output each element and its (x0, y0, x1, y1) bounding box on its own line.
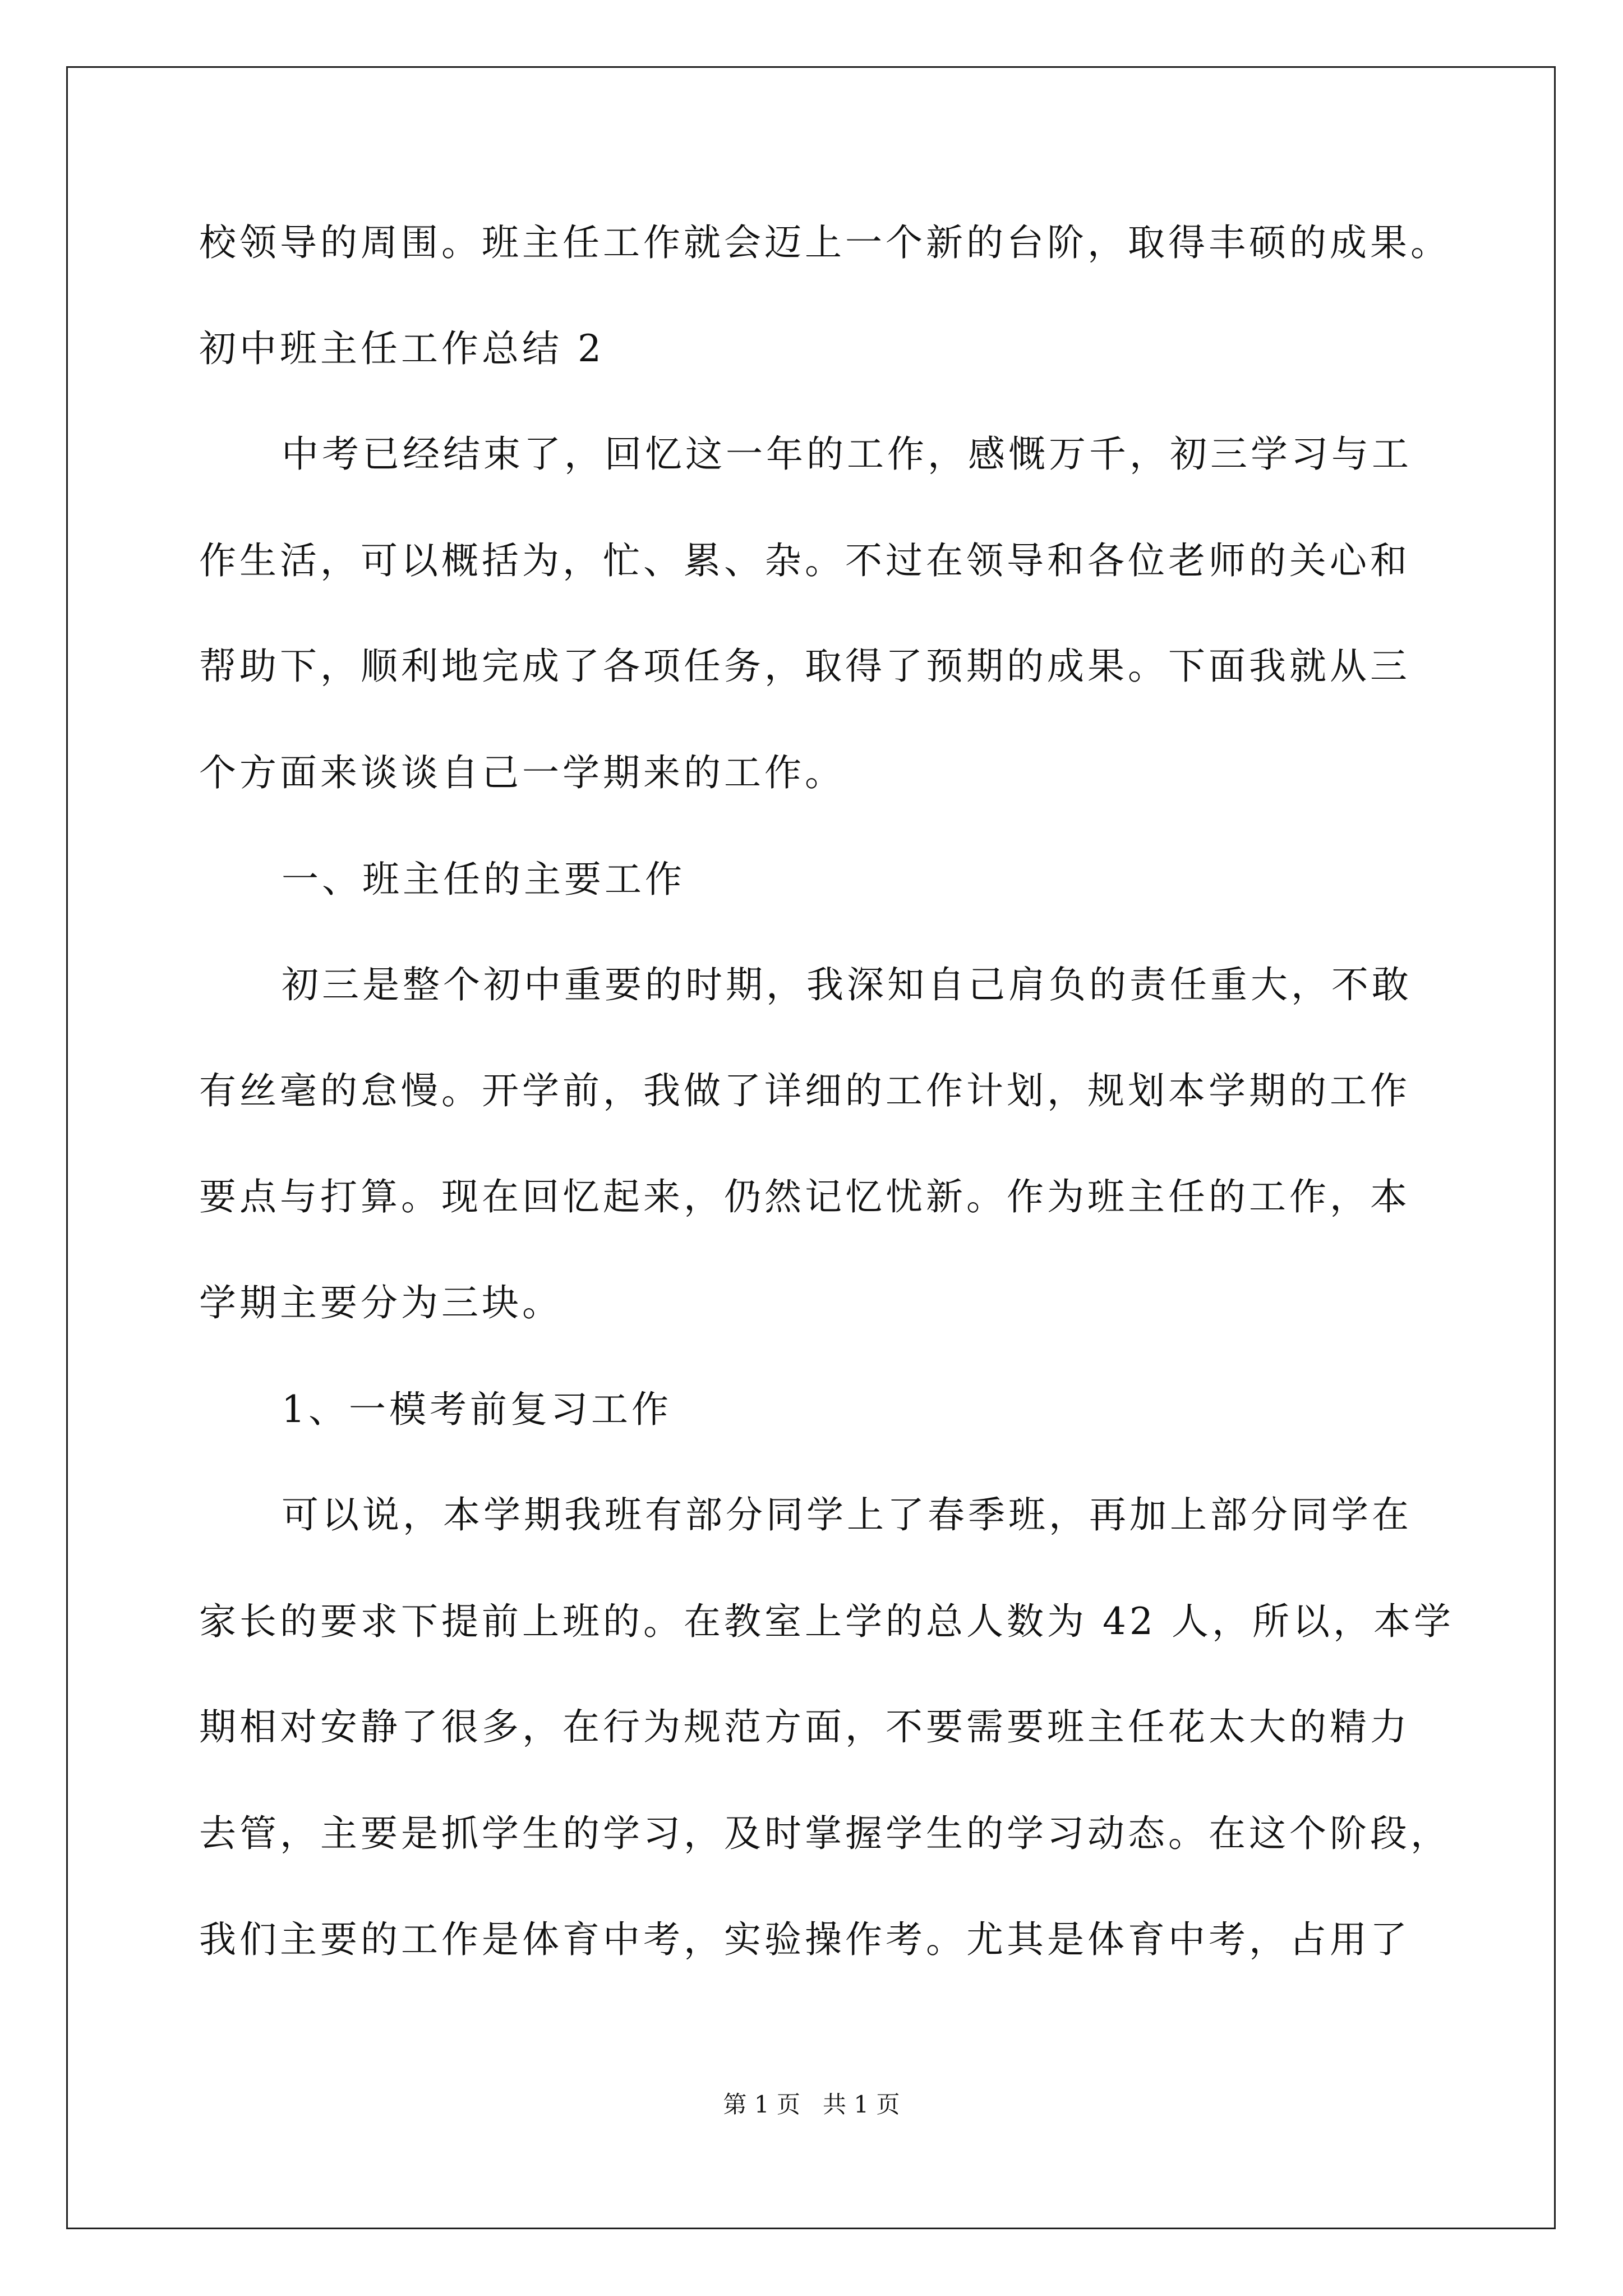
page-border (66, 66, 1556, 2229)
text-line: 有丝毫的怠慢。开学前，我做了详细的工作计划，规划本学期的工作 (199, 1069, 1410, 1112)
text-line: 个方面来谈谈自己一学期来的工作。 (199, 751, 845, 794)
text-line: 期相对安静了很多，在行为规范方面，不要需要班主任花太大的精力 (199, 1705, 1410, 1749)
page-footer: 第 1 页 共 1 页 (723, 2091, 900, 2118)
text-line: 可以说，本学期我班有部分同学上了春季班，再加上部分同学在 (282, 1493, 1412, 1536)
text-line: 我们主要的工作是体育中考，实验操作考。尤其是体育中考，占用了 (199, 1918, 1410, 1961)
text-line: 作生活，可以概括为，忙、累、杂。不过在领导和各位老师的关心和 (199, 539, 1410, 582)
text-line: 家长的要求下提前上班的。在教室上学的总人数为 42 人，所以，本学 (199, 1600, 1454, 1643)
subheading: 1、一模考前复习工作 (282, 1388, 672, 1431)
subheading: 一、班主任的主要工作 (282, 858, 685, 901)
section-heading: 初中班主任工作总结 2 (199, 327, 605, 370)
text-line: 校领导的周围。班主任工作就会迈上一个新的台阶，取得丰硕的成果。 (199, 221, 1451, 264)
text-line: 中考已经结束了，回忆这一年的工作，感慨万千，初三学习与工 (282, 432, 1412, 476)
text-line: 去管，主要是抓学生的学习，及时掌握学生的学习动态。在这个阶段， (199, 1812, 1451, 1855)
text-line: 学期主要分为三块。 (199, 1281, 562, 1324)
text-line: 初三是整个初中重要的时期，我深知自己肩负的责任重大，不敢 (282, 963, 1412, 1006)
text-line: 要点与打算。现在回忆起来，仍然记忆忧新。作为班主任的工作，本 (199, 1175, 1410, 1218)
text-line: 帮助下，顺利地完成了各项任务，取得了预期的成果。下面我就从三 (199, 645, 1410, 688)
